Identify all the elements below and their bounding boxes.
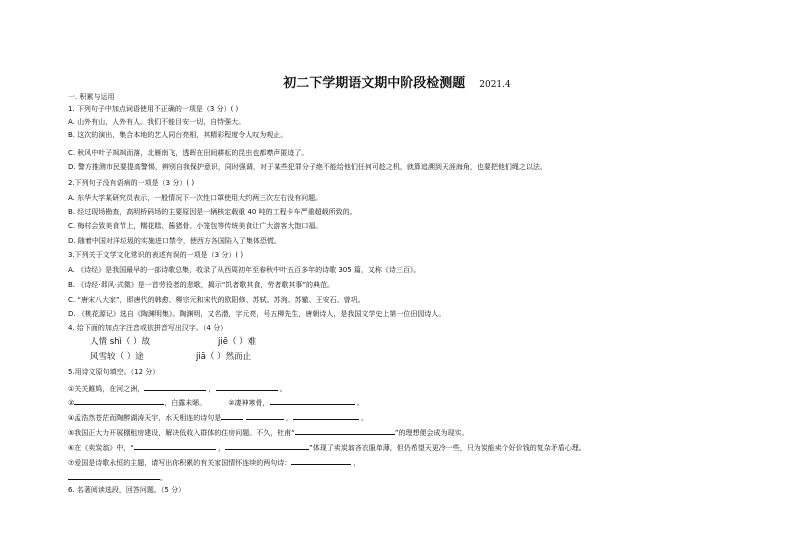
q5-line2-text2: ②凄神寒骨， — [228, 399, 270, 407]
section-heading: 一. 积累与运用 — [68, 93, 115, 101]
answer-blank[interactable] — [295, 427, 395, 435]
q3-option-a: A. 《诗经》是我国最早的一部诗歌总集，收录了从西周初年至春秋中叶五百多年的诗歌 305 篇，又称《诗三百》。 — [68, 266, 421, 274]
q2-option-a: A. 东华大学某研究员表示，一般情况下一次性口罩使用大约两三次左右没有问题。 — [68, 194, 323, 202]
q4-stem: 4. 给下面的加点字注音或依拼音写出汉字。（4 分） — [68, 324, 228, 332]
q5-line6 — [68, 457, 361, 468]
exam-date: 2021.4 — [479, 80, 511, 90]
q6-stem: 6. 名著阅读选段，回答问题。（5 分） — [68, 486, 186, 494]
answer-blank[interactable] — [144, 383, 206, 391]
q1-stem: 1. 下列句子中加点词语使用不正确的一项是（3 分）( ) — [68, 105, 239, 113]
q3-option-b: B. 《诗经·邶风·式微》是一首劳役者的悲歌，揭示“饥者歌其食，劳者歌其事”的典范。 — [68, 281, 334, 289]
q1-option-c: C. 秋风中叶子飒飒而落，北雁南飞，透晖在田间耕耘的昆虫也都噤声匿迹了。 — [68, 149, 309, 157]
q5-line4-end: ”的理想便会成为现实。 — [394, 429, 469, 437]
q2-option-b: B. 经过现场勘查，高明桥码场的主要原因是一辆核定载重 40 吨的工程卡车严重超载所致的。 — [68, 208, 357, 216]
q1-option-b: B. 这次的演出，集合本地的艺人同台亮相，其精彩程度令人叹为观止。 — [68, 131, 288, 139]
page-title — [0, 72, 794, 91]
q5-stem: 5.用诗文原句填空。（12 分） — [68, 368, 160, 376]
q4-row2-b: jiā（ ）然而止 — [196, 352, 252, 362]
q5-line7 — [68, 472, 167, 483]
q5-line2-text: ，白露未晞。 — [164, 399, 207, 407]
answer-blank[interactable] — [74, 397, 164, 405]
q5-line1-text: ①关关雎鸠，在河之洲， — [68, 385, 145, 393]
q5-line5: ⑥在《卖炭翁》中，“ ， ”体现了卖炭翁吝衣服单薄，但仍希望天更冷一些，只为炭能卖个好价钱的复杂矛盾心理。 — [68, 444, 586, 452]
q3-stem: 3.下列关于文学文化常识的表述有误的一项是（3 分）( ) — [68, 251, 244, 259]
answer-blank[interactable] — [134, 442, 216, 450]
answer-blank[interactable] — [68, 472, 160, 480]
answer-blank[interactable] — [246, 412, 284, 420]
q2-option-c: C. 梅村会致美食节上，糯花糕、酱猪骨、小笼包等传统美食让广大游客大饱口福。 — [68, 222, 323, 230]
q5-line4 — [68, 427, 469, 438]
q3-option-c: C. “唐宋八大家”，即唐代的韩愈、柳宗元和宋代的欧阳修、苏轼、苏洵、苏辙、王安石、曾巩。 — [68, 296, 365, 304]
q4-row2-a: 风雪较（ ）途 — [90, 352, 144, 362]
q3-option-d: D. 《桃花源记》选自《陶渊明集》。陶渊明，又名潜，字元亮，号五柳先生，唐朝诗人，是我国文学史上第一位田园诗人。 — [68, 310, 446, 318]
q1-option-d: D. 警方推测市民要提高警惕，辨别自我保护意识，同时强调，对于某些犯罪分子绝不能给他们任何可趁之机，就算追溯到天涯海角，也要把他们绳之以法。 — [68, 163, 547, 171]
q4-row1-b: jiē（ ）难 — [218, 337, 257, 347]
q1-option-a: A. 山外有山，人外有人。我们不能目安一切，自恃强大。 — [68, 118, 246, 126]
q2-stem: 2.下列句子没有语病的一项是（3 分）( ) — [68, 179, 195, 187]
answer-blank[interactable] — [221, 412, 243, 420]
q5-line6-end: ， — [353, 459, 361, 467]
answer-blank[interactable] — [216, 383, 278, 391]
q5-line5-end: ”体现了卖炭翁吝衣服单薄，但仍希望天更冷一些，只为炭能卖个好价钱的复杂矛盾心理。 — [309, 444, 586, 452]
q5-line1-end: 。 — [279, 385, 287, 393]
q5-line4-text: ⑤我国正大力开展棚租房建设，解决低收入群体的住房问题。不久，杜甫“ — [68, 429, 295, 437]
answer-blank[interactable] — [270, 397, 355, 405]
q5-line3-text: ④孟浩然苍茫而陶醉湖涛天宇，水天相连的诗句是 — [68, 414, 222, 422]
q2-option-d: D. 随着中国对洋垃圾的实施进口禁令，使西方各国陷入了集体恐慌。 — [68, 237, 281, 245]
answer-blank[interactable] — [291, 457, 351, 465]
title-text: 初二下学期语文期中阶段检测题 — [283, 76, 466, 91]
q5-line5-text: ⑥在《卖炭翁》中，“ — [68, 444, 134, 452]
q5-line2: ② ，白露未晞。 ②凄神寒骨， 。 — [68, 399, 364, 407]
q5-line7-end: 。 — [160, 474, 167, 482]
q5-line2-num: ② — [68, 399, 75, 407]
answer-blank[interactable] — [225, 442, 309, 450]
answer-blank[interactable] — [293, 412, 359, 420]
q4-row1-a: 人情 shì（ ）故 — [90, 337, 151, 347]
q5-line6-text: ⑦爱国是诗歌永恒的主题，请写出你积累的有关家国情怀连续的两句诗： — [68, 459, 292, 467]
q5-line3: ④孟浩然苍茫而陶醉湖涛天宇，水天相连的诗句是 ， 。 — [68, 414, 368, 422]
q5-line1: ①关关雎鸠，在河之洲， ， 。 — [68, 385, 287, 393]
